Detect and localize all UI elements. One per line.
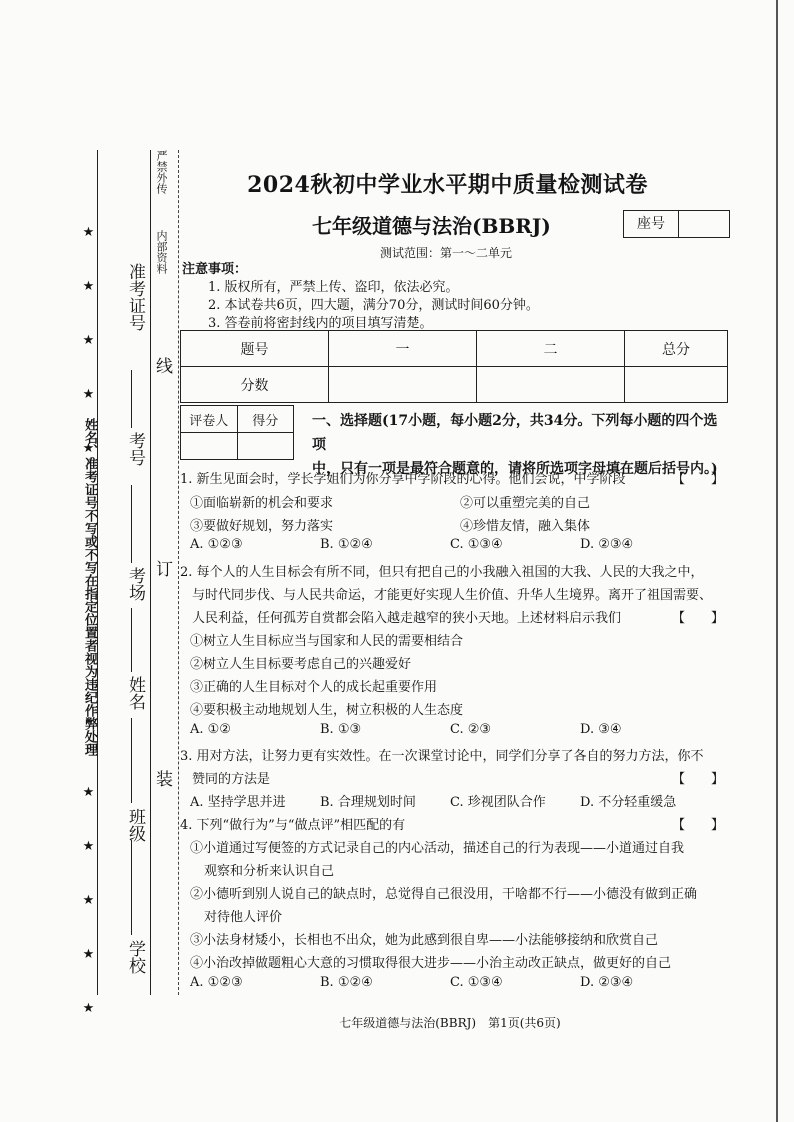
section-intro-line: 一、选择题(17小题，每小题2分，共34分。下列每小题的四个选项: [312, 413, 718, 453]
exam-scope: 测试范围：第一～二单元: [380, 246, 513, 260]
exam-no-field[interactable]: [131, 370, 132, 428]
name-field[interactable]: [131, 608, 132, 672]
choice[interactable]: C. 珍视团队合作: [450, 795, 546, 810]
option: ②小德听到别人说自己的缺点时，总觉得自己很没用，干啥都不行——小德没有做到正确: [190, 887, 698, 902]
choice[interactable]: D. 不分轻重缓急: [580, 795, 677, 810]
exam-title: 2024秋初中学业水平期中质量检测试卷: [247, 172, 648, 198]
score-cell[interactable]: [477, 367, 625, 403]
score-header-cell: 题号: [181, 331, 329, 367]
class-label: 班级: [125, 808, 145, 842]
choice[interactable]: A. ①②: [190, 722, 231, 737]
option: ①小道通过写便签的方式记录自己的内心活动，描述自己的行为表现——小道通过自我: [190, 841, 685, 856]
scan-edge-line: [776, 0, 778, 1122]
seat-number-field[interactable]: [679, 211, 729, 237]
answer-bracket[interactable]: 【 】: [671, 772, 724, 787]
grader-box: [180, 405, 294, 460]
room-field[interactable]: [131, 485, 132, 563]
question-3-choices: [190, 791, 710, 810]
question-1-stem: 1. 新生见面会时，学长学姐们为你分享中学阶段的心得。他们会说，中学阶段 【 】: [180, 468, 728, 491]
question-1-options-row: [190, 515, 728, 538]
choice[interactable]: A. 坚持学思并进: [190, 795, 286, 810]
question-2-choices: [190, 722, 710, 737]
choice[interactable]: D. ②③④: [580, 975, 634, 990]
school-field[interactable]: [131, 840, 132, 935]
margin-stars-bottom: ★ ★ ★ ★ ★: [81, 785, 96, 1028]
choice[interactable]: B. ①②④: [320, 975, 373, 990]
score-cell[interactable]: [625, 367, 728, 403]
note-item: 2. 本试卷共6页，四大题，满分70分，测试时间60分钟。: [208, 298, 539, 313]
question-1-choices: [190, 537, 710, 552]
option: ④小治改掉做题粗心大意的习惯取得很大进步——小治主动改正缺点，做更好的自己: [190, 956, 672, 971]
choice[interactable]: C. ②③: [450, 722, 492, 737]
score-row-label: 分数: [181, 367, 329, 403]
choice[interactable]: B. ①③: [320, 722, 362, 737]
choice[interactable]: C. ①③④: [450, 537, 503, 552]
grader-score-field[interactable]: [237, 433, 294, 460]
name-label: 姓名: [125, 676, 145, 710]
cut-word-ding: 订: [152, 560, 172, 577]
score-header-cell: 一: [329, 331, 477, 367]
question-4-choices: [190, 975, 710, 990]
choice[interactable]: D. ②③④: [580, 537, 634, 552]
answer-bracket[interactable]: 【 】: [671, 818, 724, 833]
score-header-cell: 二: [477, 331, 625, 367]
choice[interactable]: A. ①②③: [190, 975, 243, 990]
option: ①面临崭新的机会和要求: [190, 496, 334, 511]
margin-notice: 姓名、准考证号不写或不写在指定位置者视为违纪作弊处理: [82, 418, 97, 756]
seal-line: [178, 150, 179, 995]
option-continued: 观察和分析来认识自己: [204, 864, 335, 879]
answer-bracket[interactable]: 【 】: [671, 472, 724, 487]
seat-label: 座号: [624, 211, 679, 237]
option: ③要做好规划，努力落实: [190, 519, 334, 534]
internal-material: 内部资料: [155, 230, 168, 274]
margin-stars-top: ★ ★ ★ ★ ★: [81, 225, 96, 468]
option: ④要积极主动地规划人生，树立积极的人生态度: [190, 703, 464, 718]
class-field[interactable]: [131, 718, 132, 803]
section-intro-line: 中，只有一项是最符合题意的，请将所选项字母填在题后括号内。): [312, 461, 718, 477]
choice[interactable]: A. ①②③: [190, 537, 243, 552]
grader-label: 评卷人: [181, 406, 238, 433]
notes-title: 注意事项：: [182, 262, 248, 277]
score-cell[interactable]: [329, 367, 477, 403]
option-continued: 对待他人评价: [204, 910, 283, 925]
note-item: 1. 版权所有，严禁上传、盗印，依法必究。: [208, 280, 459, 295]
note-item: 3. 答卷前将密封线内的项目填写清楚。: [208, 316, 433, 331]
question-1-options-row: [190, 492, 728, 515]
choice[interactable]: C. ①③④: [450, 975, 503, 990]
admission-no-label: 准考证号: [125, 263, 145, 331]
choice[interactable]: B. 合理规划时间: [320, 795, 416, 810]
option: ①树立人生目标应当与国家和人民的需要相结合: [190, 634, 464, 649]
seat-number-box: [623, 210, 730, 238]
page-footer: 七年级道德与法治(BBRJ) 第1页(共6页): [339, 1016, 561, 1030]
choice[interactable]: D. ③④: [580, 722, 622, 737]
cut-word-zhuang: 装: [152, 770, 172, 787]
score-table: [180, 330, 728, 403]
question-4-stem: 4. 下列“做行为”与“做点评”相匹配的有 【 】: [180, 814, 728, 837]
question-3-stem: 3. 用对方法，让努力更有实效性。在一次课堂讨论中，同学们分享了各自的努力方法，你不 赞同的方法是 【 】: [180, 745, 728, 791]
grader-field[interactable]: [181, 433, 238, 460]
grader-score-label: 得分: [237, 406, 294, 433]
option: ②可以重塑完美的自己: [460, 496, 591, 511]
answer-bracket[interactable]: 【 】: [671, 611, 724, 626]
option: ④珍惜友情，融入集体: [460, 519, 591, 534]
score-header-cell: 总分: [625, 331, 728, 367]
room-label: 考场: [125, 567, 145, 601]
exam-subject: 七年级道德与法治(BBRJ): [312, 214, 551, 238]
option: ③正确的人生目标对个人的成长起重要作用: [190, 680, 438, 695]
question-2-stem: 2. 每个人的人生目标会有所不同，但只有把自己的小我融入祖国的大我、人民的大我之中， 与时代同步伐、与人民共命运，才能更好实现人生价值、升华人生境界。离开了祖国需要、 人民利益，任何孤芳自赏都会陷入越走越窄的狭小天地。上述材料启示我们 【 】: [180, 561, 728, 630]
option: ②树立人生目标要考虑自己的兴趣爱好: [190, 657, 412, 672]
choice[interactable]: B. ①②④: [320, 537, 373, 552]
option: ③小法身材矮小，长相也不出众，她为此感到很自卑——小法能够接纳和欣赏自己: [190, 933, 659, 948]
school-label: 学校: [125, 940, 145, 974]
exam-no-label: 考号: [125, 432, 145, 466]
cut-word-xian: 线: [152, 357, 172, 374]
no-external: 严禁外传: [155, 150, 168, 194]
